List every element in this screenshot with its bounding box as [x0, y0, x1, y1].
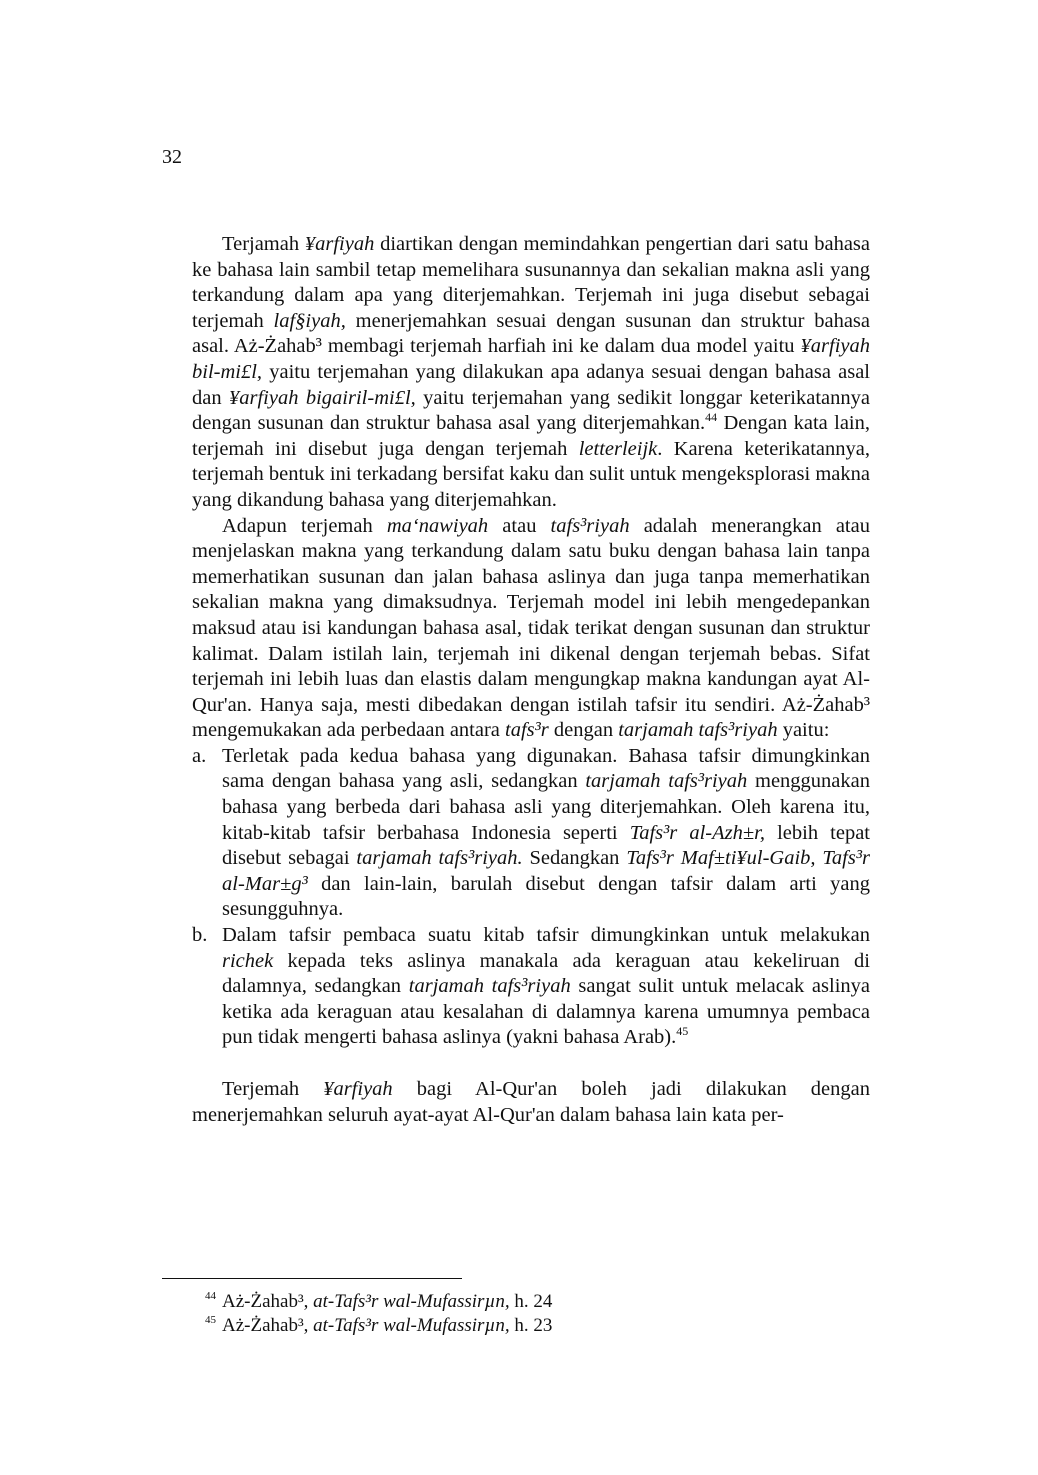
page-number: 32: [162, 146, 182, 168]
footnote-divider: [162, 1278, 462, 1279]
list-marker: b.: [192, 924, 208, 947]
paragraph-terjemah-harfiyah: Terjamah ¥arfiyah diartikan dengan memindahkan pengertian dari satu bahasa ke bahasa lain sambil tetap memelihara susunannya dan sekalian makna asli yang terkandung dalam apa yang diterjemahkan. Terjemah ini juga disebut sebagai terjemah laf§iyah, menerjemahkan sesuai dengan susunan dan struktur bahasa asal. Aż-Żahab³ membagi terjemah harfiah ini ke dalam dua model yaitu ¥arfiyah bil-mi£l, yaitu terjemahan yang dilakukan apa adanya sesuai dengan bahasa asal dan ¥arfiyah bigairil-mi£l, yaitu terjemahan yang sedikit longgar keterikatannya dengan susunan dan struktur bahasa asal yang diterjemahkan.$^{44}$ Dengan kata lain, terjemah ini disebut juga dengan terjemah letterleijk. Karena keterikatannya, terjemah bentuk ini terkadang bersifat kaku dan sulit untuk mengeksplorasi makna yang dikandung bahasa yang diterjemahkan.: [192, 233, 871, 511]
paragraph-terjemah-harfiyah-quran: Terjemah ¥arfiyah bagi Al-Qur'an boleh jadi dilakukan dengan menerjemahkan seluruh ayat-ayat Al-Qur'an dalam bahasa lain kata per-: [192, 1078, 870, 1126]
difference-list: [192, 744, 870, 1051]
footnote-ref-45: 45: [676, 1024, 689, 1039]
list-item-a: a. Terletak pada kedua bahasa yang digunakan. Bahasa tafsir dimungkinkan sama dengan bahasa yang asli, sedangkan tarjamah tafs³riyah menggunakan bahasa yang berbeda dari bahasa asli yang diterjemahkan. Oleh karena itu, kitab-kitab tafsir berbahasa Indonesia seperti Tafs³r al-Azh±r, lebih tepat disebut sebagai tarjamah tafs³riyah. Sedangkan Tafs³r Maf±ti¥ul-Gaib, Tafs³r al-Mar±g³ dan lain-lain, barulah disebut dengan tafsir dalam arti yang sesungguhnya.: [192, 744, 871, 921]
footnote-ref-44: 44: [705, 410, 718, 425]
footnote-45: $^{45}$ Aż-Żahab³, at-Tafs³r wal-Mufassirµn, h. 23: [205, 1314, 553, 1336]
main-text: [192, 232, 870, 1128]
paragraph-terjemah-tafsiriyah: Adapun terjemah ma‘nawiyah atau tafs³riyah adalah menerangkan atau menjelaskan makna yang terkandung dalam satu buku dengan bahasa lain tanpa memerhatikan susunan dan jalan bahasa aslinya dan juga tanpa memerhatikan sekalian makna yang dimaksudnya. Terjemah model ini lebih mengedepankan maksud atau isi kandungan bahasa asal, tidak terikat dengan susunan dan struktur kalimat. Dalam istilah lain, terjemah ini dikenal dengan terjemah bebas. Sifat terjemah ini lebih luas dan elastis dalam mengungkap makna kandungan ayat Al-Qur'an. Hanya saja, mesti dibedakan dengan istilah tafsir itu sendiri. Aż-Żahab³ mengemukakan ada perbedaan antara tafs³r dengan tarjamah tafs³riyah yaitu:: [192, 514, 870, 742]
footnotes: [205, 1290, 552, 1338]
list-marker: a.: [192, 744, 207, 767]
footnote-44: $^{44}$ Aż-Żahab³, at-Tafs³r wal-Mufassirµn, h. 24: [205, 1290, 553, 1312]
list-item-b: b. Dalam tafsir pembaca suatu kitab tafsir dimungkinkan untuk melakukan richek kepada teks aslinya manakala ada keraguan atau kekeliruan di dalamnya, sedangkan tarjamah tafs³riyah sangat sulit untuk melacak aslinya ketika ada keraguan atau kesalahan di dalamnya karena umumnya pembaca pun tidak mengerti bahasa aslinya (yakni bahasa Arab).$^{45}$: [192, 924, 871, 1049]
